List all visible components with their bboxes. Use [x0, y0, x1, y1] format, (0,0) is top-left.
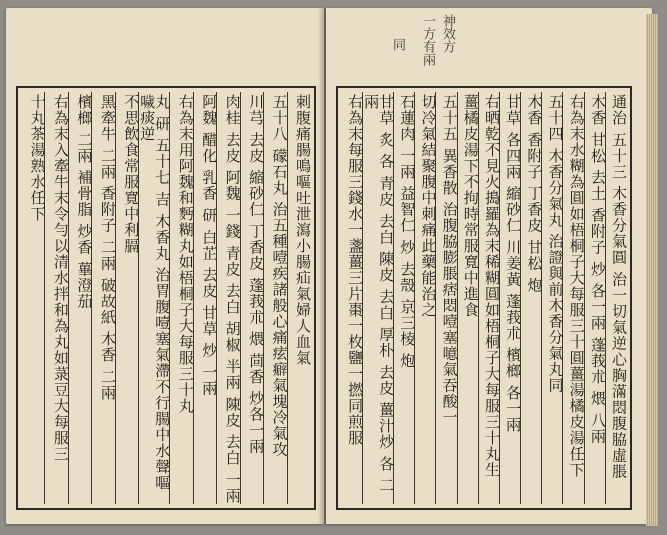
text-column: 通治 五十三 木香分氣圓 治一切氣逆心胸滿悶腹脇虛脹 — [605, 92, 626, 504]
text-column: 甘草 各四兩 縮砂仁 川姜黃 蓬莪朮 檳榔 各一兩 — [499, 92, 520, 504]
right-page — [326, 8, 652, 524]
margin-note: 同 — [390, 38, 405, 51]
text-column: 五十五 異香散 治腹脇膨脹痞悶噎塞噫氣吞酸一 — [435, 92, 456, 504]
text-column: 肉桂 去皮 阿魏 一錢 青皮 去白 胡椒 半兩 陳皮 去白 一兩 — [216, 92, 239, 504]
text-column: 右為末入牽牛末令勻以清水拌和為丸如菉豆大每服三 — [44, 92, 67, 504]
text-column: 右晒乾不見火搗羅為末稀糊圓如梧桐子大每服三十丸生 — [478, 92, 499, 504]
margin-note: 神效方 — [440, 14, 455, 53]
open-book — [6, 8, 658, 530]
text-column: 切冷氣結聚腹中刺痛此藥能治之 — [414, 92, 435, 504]
text-column: 右為末用阿魏和麪糊丸如梧桐子大每服三十丸 — [169, 92, 192, 504]
text-column: 石蓮肉 一兩 益智仁 炒 去殼 京三棱 炮 — [393, 92, 414, 504]
text-column: 十丸茶湯熟水任下 — [28, 94, 47, 222]
text-column: 檳榔 二兩 補骨脂 炒香 蓽澄茄 — [68, 92, 91, 504]
left-page — [6, 8, 324, 524]
text-column: 甘草 炙 各 青皮 去白 陳皮 去白 厚朴 去皮 薑汁炒 各 二兩 — [362, 92, 393, 504]
text-column: 右為末每服三錢水一盞薑三片棗一枚鹽一撚同煎服 — [346, 94, 365, 446]
text-column: 木香 甘松 去土 香附子 炒 各一兩 蓬莪朮 煨 八兩 — [584, 92, 605, 504]
text-column: 刺腹痛腸鳴嘔吐泄瀉小腸疝氣婦人血氣 — [287, 92, 310, 504]
right-text-frame — [336, 86, 632, 510]
text-column: 右為末水糊為圓如梧桐子大每服三十圓薑湯橘皮湯任下 — [562, 92, 583, 504]
margin-note: 一方有兩 — [420, 14, 435, 66]
text-column: 不思飲食常服寬中利膈 — [115, 92, 138, 504]
page-edges — [646, 14, 658, 526]
text-column: 薑橘皮湯下不拘時常服寬中進食 — [457, 92, 478, 504]
text-column: 川芎 去皮 縮砂仁 丁香皮 蓬莪朮 煨 茴香 炒各一兩 — [240, 92, 263, 504]
text-column: 五十四 木香分氣丸 治證與前木香分氣丸同 — [541, 92, 562, 504]
text-column: 黑牽牛 二兩 香附子 二兩 破故紙 木香 二兩 — [91, 92, 114, 504]
text-column: 丸 研 五十七 吉 木香丸 治胃腹噎塞氣滯不行腸中水聲嘔噦痰逆 — [138, 92, 169, 504]
text-column: 五十八 礞石丸 治五種噎疾諸般心痛痃癖氣塊冷氣攻 — [263, 92, 286, 504]
left-text-frame — [16, 86, 316, 510]
text-column: 阿魏 醋化 乳香 研 白芷 去皮 甘草 炒 一兩 — [193, 92, 216, 504]
text-column: 木香 香附子 丁香皮 甘松 炮 — [520, 92, 541, 504]
